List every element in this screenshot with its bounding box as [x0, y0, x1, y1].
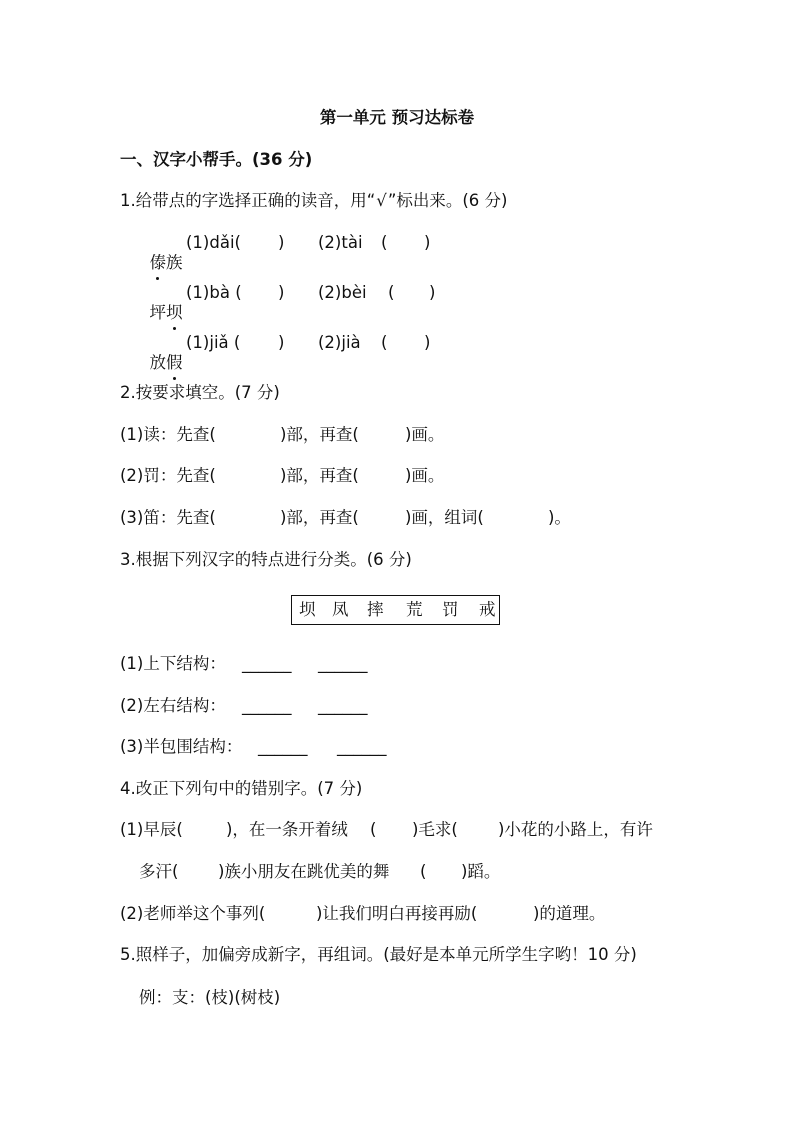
- q1-prompt-text: 1.给带点的字选择正确的读音，用“: [120, 191, 376, 210]
- q4-line-1-e: )小花的小路上，有许: [498, 820, 653, 839]
- answer-blank[interactable]: ______: [318, 696, 368, 715]
- q4-line-1-a: (1)早辰(: [120, 820, 183, 839]
- q4-line-2-c: (: [420, 862, 427, 881]
- page-title: 第一单元 预习达标卷: [319, 108, 475, 127]
- q1-row-2-option-2: (2)bèi: [318, 283, 367, 302]
- q2-line-1-a: (1)读：先查(: [120, 425, 216, 444]
- q1-row-1-option-2: (2)tài: [318, 233, 363, 252]
- q1-row-1: [139, 233, 183, 273]
- box-char: 摔: [367, 600, 384, 619]
- character-box: [291, 595, 500, 625]
- dotted-char: 傣: [149, 253, 166, 272]
- q1-row-1-option-1-close: ): [278, 233, 285, 252]
- q3-line-3: (3)半包围结构：: [120, 737, 243, 756]
- q4-line-2-b: )族小朋友在跳优美的舞: [218, 862, 390, 881]
- q1-row-3-option-1: (1)jiǎ (: [186, 333, 241, 352]
- answer-blank[interactable]: ______: [242, 654, 292, 673]
- section-heading: 一、汉字小帮手。(36 分): [120, 150, 313, 169]
- q2-line-3-b: )部，再查(: [280, 508, 359, 527]
- answer-bracket-close: ): [429, 283, 436, 302]
- q1-row-2-option-1-close: ): [278, 283, 285, 302]
- q1-row-2-option-1: (1)bà (: [186, 283, 242, 302]
- q4-line-2-a: 多汗(: [139, 862, 179, 881]
- question-2-prompt: 2.按要求填空。(7 分): [120, 383, 280, 402]
- dotted-char: 假: [166, 353, 183, 372]
- q2-line-3-d: )。: [548, 508, 571, 527]
- q2-line-2-c: )画。: [405, 466, 445, 485]
- check-mark-icon: √: [376, 191, 387, 210]
- q5-example: 例：支：(枝)(树枝): [139, 988, 281, 1007]
- q4-line-3-c: )的道理。: [533, 904, 606, 923]
- answer-blank[interactable]: ______: [337, 737, 387, 756]
- q2-line-1-c: )画。: [405, 425, 445, 444]
- q3-line-1: (1)上下结构：: [120, 654, 226, 673]
- word-char: 坪: [149, 303, 166, 322]
- q3-line-2: (2)左右结构：: [120, 696, 226, 715]
- box-char: 罚: [442, 600, 459, 619]
- question-1-prompt: [120, 191, 507, 211]
- question-4-prompt: 4.改正下列句中的错别字。(7 分): [120, 779, 363, 798]
- q2-line-3-a: (3)笛：先查(: [120, 508, 216, 527]
- q1-row-1-option-1: (1)dǎi(: [186, 233, 241, 252]
- box-char: 凤: [332, 600, 349, 619]
- question-5-prompt: 5.照样子，加偏旁成新字，再组词。(最好是本单元所学生字哟！10 分): [120, 945, 637, 964]
- word-char: 族: [166, 253, 183, 272]
- q4-line-3-a: (2)老师举这个事列(: [120, 904, 266, 923]
- dotted-char: 坝: [166, 303, 183, 322]
- q4-line-1-d: )毛求(: [412, 820, 458, 839]
- q1-prompt-suffix: ”标出来。(6 分): [387, 191, 508, 210]
- q1-row-3-option-1-close: ): [278, 333, 285, 352]
- q4-line-1-c: (: [370, 820, 377, 839]
- word-char: 放: [149, 353, 166, 372]
- q2-line-2-a: (2)罚：先查(: [120, 466, 216, 485]
- box-char: 戒: [479, 600, 496, 619]
- q1-row-3: [139, 333, 183, 373]
- answer-blank[interactable]: ______: [318, 654, 368, 673]
- q2-line-1-b: )部，再查(: [280, 425, 359, 444]
- q4-line-2-d: )蹈。: [461, 862, 501, 881]
- box-char: 荒: [406, 600, 423, 619]
- answer-bracket-close: ): [424, 333, 431, 352]
- q4-line-1-b: )，在一条开着绒: [226, 820, 348, 839]
- q1-row-2: [139, 283, 183, 323]
- q4-line-3-b: )让我们明白再接再励(: [316, 904, 478, 923]
- answer-bracket-open: (: [381, 333, 388, 352]
- box-char: 坝: [299, 600, 316, 619]
- question-3-prompt: 3.根据下列汉字的特点进行分类。(6 分): [120, 550, 412, 569]
- answer-blank[interactable]: ______: [258, 737, 308, 756]
- q2-line-3-c: )画，组词(: [405, 508, 484, 527]
- q2-line-2-b: )部，再查(: [280, 466, 359, 485]
- answer-bracket-open: (: [388, 283, 395, 302]
- answer-blank[interactable]: ______: [242, 696, 292, 715]
- answer-bracket-close: ): [424, 233, 431, 252]
- answer-bracket-open: (: [381, 233, 388, 252]
- q1-row-3-option-2: (2)jià: [318, 333, 361, 352]
